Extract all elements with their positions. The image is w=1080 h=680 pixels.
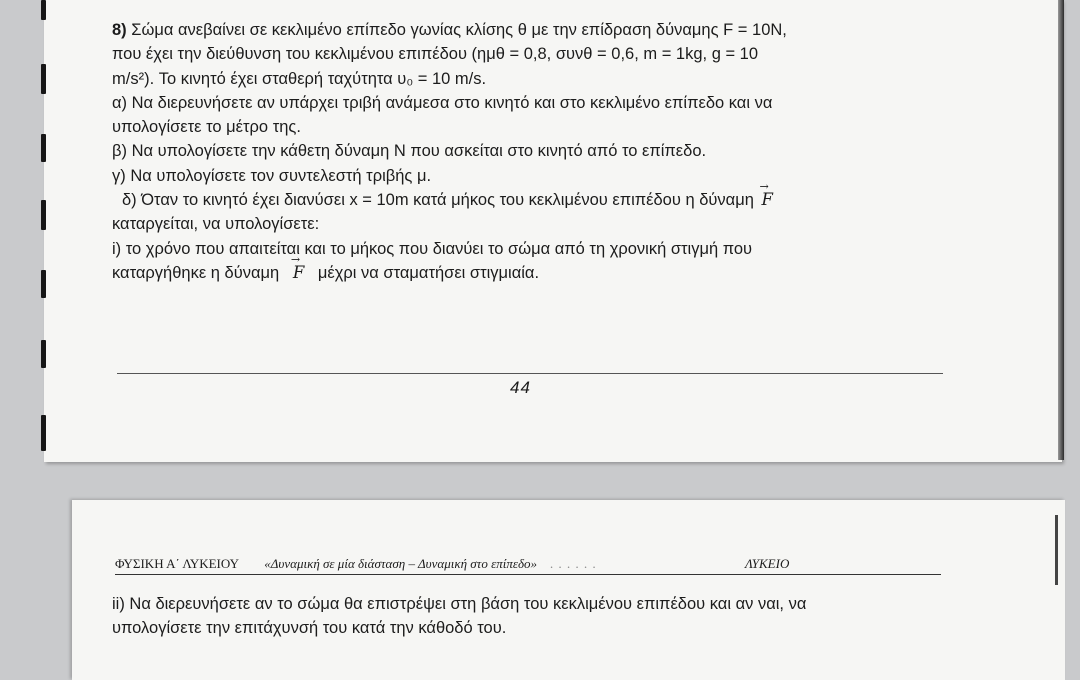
header-chapter: «Δυναμική σε μία διάσταση – Δυναμική στο επίπεδο» xyxy=(264,556,538,571)
running-header xyxy=(115,556,941,575)
page-edge-shadow xyxy=(1058,0,1064,460)
header-dots: . . . . . . xyxy=(550,556,598,571)
part-d-line-1 xyxy=(112,188,952,212)
page-edge-shadow xyxy=(1055,515,1058,585)
textbook-page-bottom xyxy=(72,500,1065,680)
part-d-i-text-after: μέχρι να σταματήσει στιγμιαία. xyxy=(317,263,540,282)
binding-mark xyxy=(41,0,46,20)
force-vector-symbol: → F xyxy=(759,188,776,212)
part-a-line-2: υπολογίσετε το μέτρο της. xyxy=(112,118,301,137)
header-subject: ΦΥΣΙΚΗ Α΄ ΛΥΚΕΙΟΥ xyxy=(115,556,239,571)
part-d-i-line-2 xyxy=(112,261,952,285)
header-school: ΛΥΚΕΙΟ xyxy=(745,556,790,571)
part-d-ii-line-2: υπολογίσετε την επιτάχυνσή του κατά την κάθοδό του. xyxy=(112,619,507,638)
page-number: 44 xyxy=(510,378,531,397)
part-b: β) Να υπολογίσετε την κάθετη δύναμη N που ασκείται στο κινητό από το επίπεδο. xyxy=(112,142,707,161)
continuation-text xyxy=(112,592,952,641)
binding-mark xyxy=(41,134,46,162)
binding-mark xyxy=(41,64,46,94)
part-d-line-2: καταργείται, να υπολογίσετε: xyxy=(112,215,320,234)
problem-number: 8) xyxy=(112,21,127,39)
problem-text xyxy=(112,18,952,285)
force-vector-symbol: → F xyxy=(290,261,307,285)
part-d-ii-line-1: ii) Να διερευνήσετε αν το σώμα θα επιστρέψει στη βάση του κεκλιμένου επιπέδου και αν ναι, να xyxy=(112,595,807,613)
part-c: γ) Να υπολογίσετε τον συντελεστή τριβής μ. xyxy=(112,166,432,185)
part-d-i-line-1: i) το χρόνο που απαιτείται και το μήκος που διανύει το σώμα από τη χρονική στιγμή που xyxy=(112,239,753,258)
statement-line-3: m/s²). Το κινητό έχει σταθερή ταχύτητα υ₀ = 10 m/s. xyxy=(112,69,487,88)
binding-mark xyxy=(41,340,46,368)
problem-statement xyxy=(112,18,952,42)
binding-mark xyxy=(41,415,46,451)
part-d-text: δ) Όταν το κινητό έχει διανύσει x = 10m κατά μήκος του κεκλιμένου επιπέδου η δύναμη xyxy=(122,191,754,210)
binding-mark xyxy=(41,200,46,230)
binding-mark xyxy=(41,270,46,298)
statement-line-1: Σώμα ανεβαίνει σε κεκλιμένο επίπεδο γωνίας κλίσης θ με την επίδραση δύναμης F = 10N, xyxy=(131,21,787,39)
statement-line-2: που έχει την διεύθυνση του κεκλιμένου επιπέδου (ημθ = 0,8, συνθ = 0,6, m = 1kg, g = 10 xyxy=(112,45,759,64)
footer-divider xyxy=(117,373,943,374)
part-d-i-text-before: καταργήθηκε η δύναμη xyxy=(112,263,280,282)
part-a-line-1: α) Να διερευνήσετε αν υπάρχει τριβή ανάμεσα στο κινητό και στο κεκλιμένο επίπεδο και να xyxy=(112,93,773,112)
